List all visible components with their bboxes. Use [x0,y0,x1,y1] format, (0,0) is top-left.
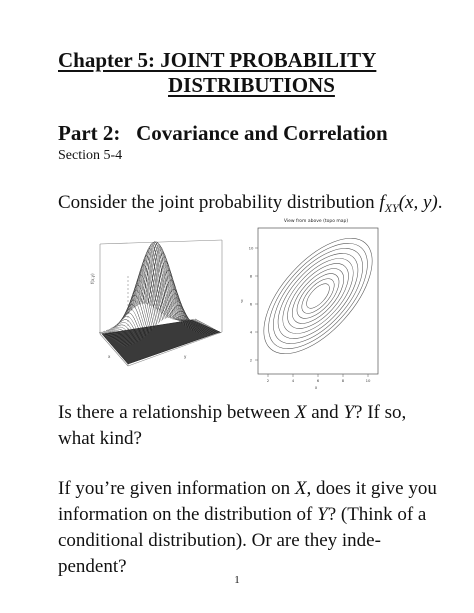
section-label: Section 5-4 [58,148,123,163]
surface-xlabel: x [108,354,111,359]
box-edge [100,240,222,244]
q1-var-y: Y [343,402,355,423]
consider-end: . [437,192,443,213]
part-title: Covariance and Correlation [136,121,388,145]
q1-var-x: X [294,402,307,423]
q2-text-2: , does it give you information on the distribution of [58,478,437,525]
contour-y-tick-label: 2 [249,357,253,363]
surface-ylabel: y [184,354,187,359]
contour-x-tick-label: 2 [266,378,270,383]
q1-text-1: Is there a relationship between [58,402,295,423]
contour-x-tick-label: 6 [316,378,320,383]
contour-y-tick-label: 10 [248,245,254,251]
chapter-title-line-2: DISTRIBUTIONS [168,73,335,97]
surface-mesh [99,242,221,364]
part-label: Part 2: [58,121,121,145]
q2-text-3: ? (Think of a conditional distribution). Or are they inde-pendent? [58,504,427,577]
math-func: f [379,192,385,213]
contour-ellipse [244,220,391,372]
contour-x-ticks [267,374,371,383]
contour-xlabel: x [314,385,318,390]
contour-x-tick-label: 10 [365,378,371,383]
q2-text-1: If you’re given information on [58,478,295,499]
q1-text-2: ? If so, what kind? [58,402,407,449]
contour-ellipse [248,226,385,365]
q1-text-and: and [306,402,344,423]
surface-plot-figure [88,236,234,376]
q2-var-x: X [294,478,307,499]
consider-statement [58,192,442,216]
contour-y-tick-label: 4 [249,329,253,335]
question-relationship [58,400,438,452]
contour-y-tick-label: 8 [249,273,253,279]
math-subscript: XY [384,201,399,215]
contour-lines [244,220,391,372]
contour-title: View from above (topo map) [283,219,349,224]
contour-ellipse [257,233,378,359]
contour-plot-figure [236,216,384,390]
contour-ylabel: y [240,298,244,303]
contour-ellipse [270,247,365,346]
contour-y-ticks [249,245,258,362]
math-args: (x, y) [398,192,438,213]
contour-ellipse [296,273,340,318]
q2-var-y: Y [317,504,328,525]
surface-zlabel: f(x,y) [90,273,95,284]
part-heading [58,121,388,146]
consider-text: Consider the joint probability distribution [58,192,380,213]
contour-ellipse [264,240,372,352]
question-conditional [58,476,438,580]
contour-x-tick-label: 4 [291,378,295,383]
page-number: 1 [234,574,240,586]
chapter-title [58,48,398,98]
chapter-title-line-1: Chapter 5: JOINT PROBABILITY [58,48,377,72]
contour-ellipse [303,280,334,312]
contour-y-tick-label: 6 [249,301,253,307]
contour-x-tick-label: 8 [341,378,345,383]
